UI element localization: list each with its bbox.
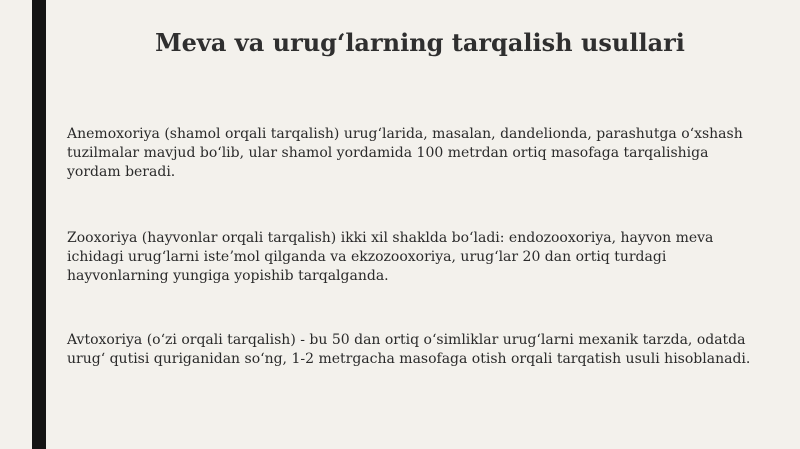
paragraph-autochory: Avtoxoriya (oʻzi orqali tarqalish) - bu 50 dan ortiq oʻsimliklar urugʻlarni mexanik tarzda, odatda urugʻ qutisi quriganidan soʻng, 1-2 metrgacha masofaga otish orqali tarqatish usuli hisoblanadi. <box>67 332 751 367</box>
paragraph-anemochory: Anemoxoriya (shamol orqali tarqalish) urugʻlarida, masalan, dandelionda, parashutga oʻxshash tuzilmalar mavjud boʻlib, ular shamol yordamida 100 metrdan ortiq masofaga tarqalishiga yordam beradi. <box>67 126 743 180</box>
paragraph-zoochory: Zooxoriya (hayvonlar orqali tarqalish) ikki xil shaklda boʻladi: endozooxoriya, hayvon meva ichidagi urugʻlarni isteʼmol qilganda va ekzozooxoriya, urugʻlar 20 dan ortiq turdagi hayvonlarning yungiga yopishib tarqalganda. <box>67 230 714 284</box>
accent-bar <box>32 0 46 449</box>
slide-title: Meva va urugʻlarning tarqalish usullari <box>155 28 685 57</box>
